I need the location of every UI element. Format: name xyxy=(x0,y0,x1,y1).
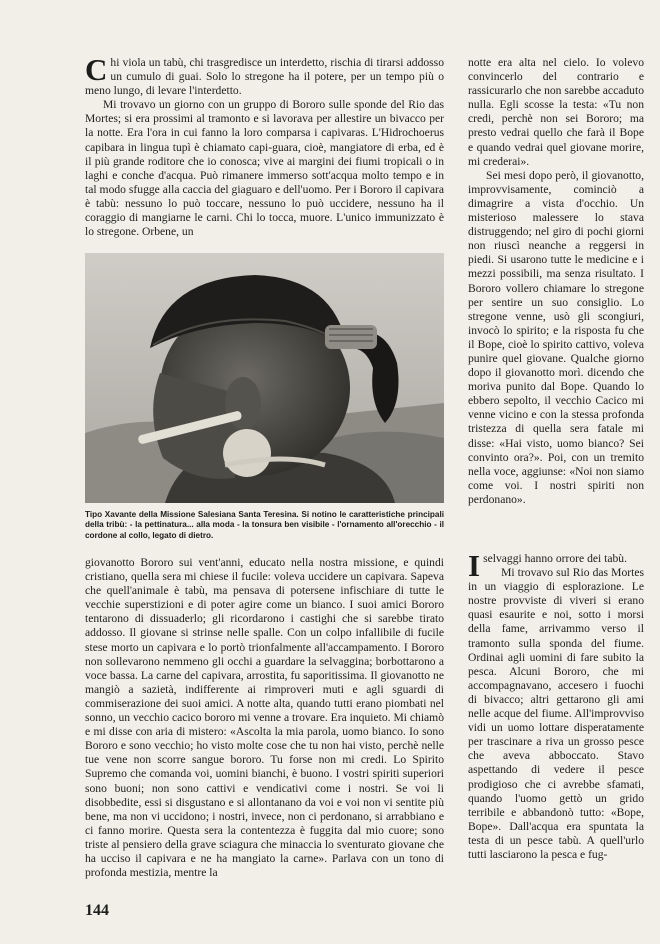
photo-xavante-profile xyxy=(85,253,444,503)
paragraph: Mi trovavo un giorno con un gruppo di Bororo sulle sponde del Rio das Mortes; si era prossimi al tramonto e si lavorava per allestire un bivacco per la notte. Era l'ora in cui fanno la loro comparsa i capivaras. L'Hidrochoerus capibara in lingua tupì è chiamato capi-guara, cioè, mangiatore di erba, ed è il più grande roditore che io conosca; vive ai margini dei fiumi tropicali o in laghi e conche d'acqua. Può rimanere immerso sott'acqua molto tempo e in tal modo sfugge alla caccia del giaguaro e dell'uomo. Per i Bororo il capivara è tabù: nessuno lo può toccare, nessuno lo può uccidere, nessuno ha il coraggio di mangiarne le carni. Chi lo tocca, muore. L'unico immunizzato è lo stregone. Orbene, un xyxy=(85,98,444,239)
right-column-bottom xyxy=(468,552,644,926)
left-column-bottom xyxy=(85,556,444,894)
left-column-top xyxy=(85,56,444,264)
paragraph: giovanotto Bororo sui vent'anni, educato nella nostra missione, e quindi cristiano, quella sera mi chiese il fucile: voleva uccidere un capivara. Sapeva che quell'animale è tabù, ma pensava di potersene infischiare di tutte le vecchie superstizioni e di poter agire come un bianco. I suoi amici Bororo tentarono di dissuaderlo; gli ricordarono i castighi che si sarebbe tirato addosso. Il giovane si strinse nelle spalle. Con un colpo infallibile di fucile stese morto un capivara e lo portò trionfalmente all'accampamento. I Bororo non sollevarono nemmeno gli occhi a guardare la selvaggina; borbottarono a voce bassa. La carne del capivara, arrostita, fu saporitissima. Il giovanotto ne mangiò a sazietà, indifferente ai rimproveri muti e agli sguardi di commiserazione dei suoi amici. A notte alta, quando tutti erano piombati nel sonno, un vecchio cacico bororo mi venne a trovare. Era inquieto. Mi chiamò e mi disse con aria di mistero: «Ascolta la mia parola, uomo bianco. Io sono Bororo e sono vecchio; ho visto molte cose che tu non hai visto, perchè nelle tue vene non scorre sangue bororo. Tu forse non mi credi. Lo Spirito Supremo che comanda voi, uomini bianchi, è buono. I vostri spiriti superiori sono buoni; non sono cattivi e vendicativi come i nostri. Se voi li disobbedite, essi si disgustano e si allontanano da voi e voi non vi sentite più bene, ma non vi uccidono; i nostri, invece, non ci perdonano, si arrabbiano e ci fanno morire. Questa sera la contentezza è fuggita dal mio cuore; sono triste al pensiero della grave sciagura che minaccia lo sventurato giovane che ha ucciso il capivara e ne ha mangiato la carne». Parlava con un tono di profonda mestizia, mentre la xyxy=(85,556,444,880)
paragraph xyxy=(468,552,644,583)
paragraph: notte era alta nel cielo. Io volevo convincerlo del contrario e rassicurarlo che non sarebbe accaduto nulla. Egli scosse la testa: «Tu non credi, perchè non sei Bororo; ma presto vedrai quello che farà il Bope e quando vedrai quel giovane morire, mi crederai». xyxy=(468,56,644,168)
right-column-top xyxy=(468,56,644,532)
drop-cap: C xyxy=(85,56,108,87)
paragraph: Sei mesi dopo però, il giovanotto, improvvisamente, cominciò a dimagrire a vista d'occhio. Un misterioso malessere lo stava distruggendo; nel giro di pochi giorni non riuscì neanche a reggersi in piedi. Si usarono tutte le medicine e i mezzi possibili, ma senza risultato. I Bororo vollero chiamare lo stregone per sentire un suo consiglio. Lo stregone venne, usò gli scongiuri, invocò lo spirito; e la risposta fu che il Bope, cioè lo spirito cattivo, voleva punire quel giovane. Qualche giorno dopo il giovanotto morì. dicendo che moriva punito dal Bope. Quando lo ebbero sepolto, il vecchio Cacico mi venne vicino e con la stessa profonda tristezza di quella sera fatale mi disse: «Hai visto, uomo bianco? Sei convinto ora?». Poi, con un tremito nella voce, aggiunse: «Noi non siamo come voi. I nostri spiriti non perdonano». xyxy=(468,168,644,506)
drop-cap: I xyxy=(468,552,481,583)
photo-caption: Tipo Xavante della Missione Salesiana Santa Teresina. Si notino le caratteristiche principali della tribù: - la pettinatura... alla moda - la tonsura ben visibile - l'ornamento all'orecchio - il cordone al collo, legato di dietro. xyxy=(85,510,444,540)
paragraph-text: hi viola un tabù, chi trasgredisce un interdetto, rischia di tirarsi addosso un cumulo di guai. Solo lo stregone ha il potere, per un tempo più o meno lungo, di levare l'interdetto. xyxy=(85,56,444,98)
paragraph-text: selvaggi hanno orrore dei tabù. xyxy=(483,552,627,565)
paragraph: Mi trovavo sul Rio das Mortes in un viaggio di esplorazione. Le nostre provviste di viveri si erano quasi esaurite e noi, sotto i morsi della fame, arrivammo verso il tramonto sulla sponda del fiume. Ordinai agli uomini di fare subito la pesca. Alcuni Bororo, che mi accompagnavano, accesero i fuochi di bivacco; altri gettarono gli ami nelle acque del fiume. All'improvviso vidi un uomo lottare disperatamente per trascinare a riva un grosso pesce che aveva abboccato. Stavo aspettando di vedere il pesce prodigioso che ci avrebbe sfamati, quando l'uomo gettò un grido terribile e abbandonò tutto: «Bope, Bope». Dall'acqua era spuntata la testa di un pesce tabù. A quell'urlo tutti lasciarono la pesca e fug- xyxy=(468,566,644,861)
page-number: 144 xyxy=(85,902,109,919)
paragraph xyxy=(85,56,444,98)
